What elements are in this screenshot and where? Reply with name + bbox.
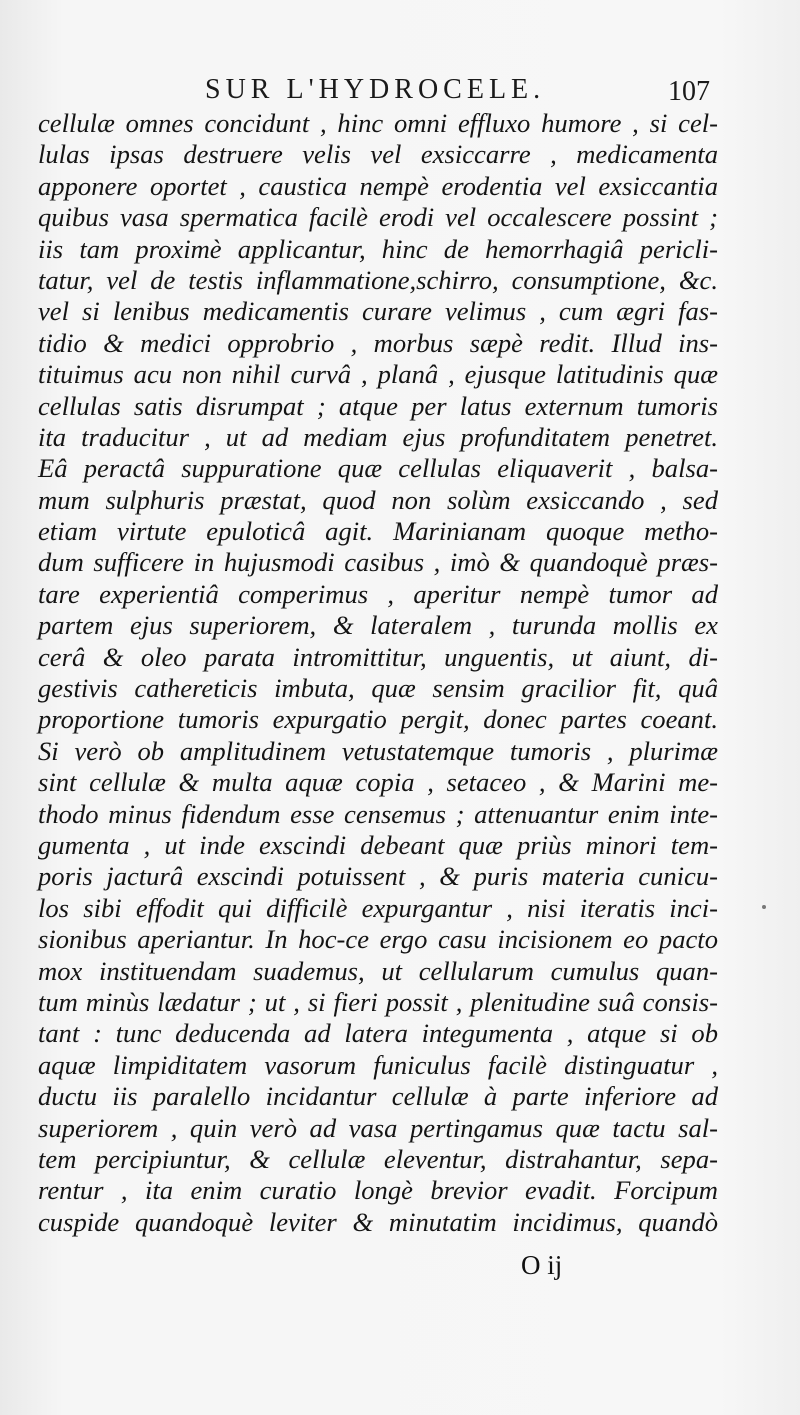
text-line: ita traducitur , ut ad mediam ejus profunditatem penetret. [38, 421, 718, 452]
body-text [38, 108, 718, 1238]
text-line: tem percipiuntur, & cellulæ eleventur, distrahantur, sepa- [38, 1143, 718, 1174]
text-line: aquæ limpiditatem vasorum funiculus facilè distinguatur , [38, 1049, 718, 1080]
text-line: los sibi effodit qui difficilè expurgantur , nisi iteratis inci- [38, 892, 718, 923]
margin-speck [762, 905, 766, 909]
text-line: vel si lenibus medicamentis curare velimus , cum ægri fas- [38, 296, 718, 327]
text-line: dum sufficere in hujusmodi casibus , imò & quandoquè præs- [38, 547, 718, 578]
running-head: SUR L'HYDROCELE. [205, 74, 546, 105]
text-line: gestivis cathereticis imbuta, quæ sensim gracilior fit, quâ [38, 673, 718, 704]
text-line: mox instituendam suademus, ut cellularum cumulus quan- [38, 955, 718, 986]
text-line: cerâ & oleo parata intromittitur, unguentis, ut aiunt, di- [38, 641, 718, 672]
text-line: cuspide quandoquè leviter & minutatim incidimus, quandò [38, 1206, 718, 1237]
text-line: tant : tunc deducenda ad latera integumenta , atque si ob [38, 1018, 718, 1049]
text-line: tatur, vel de testis inflammatione,schirro, consumptione, &c. [38, 264, 718, 295]
text-line: superiorem , quin verò ad vasa pertingamus quæ tactu sal- [38, 1112, 718, 1143]
text-line: tidio & medici opprobrio , morbus sæpè redit. Illud ins- [38, 327, 718, 358]
text-line: tum minùs lædatur ; ut , si fieri possit , plenitudine suâ consis- [38, 986, 718, 1017]
text-line: iis tam proximè applicantur, hinc de hemorrhagiâ pericli- [38, 233, 718, 264]
text-line: mum sulphuris præstat, quod non solùm exsiccando , sed [38, 484, 718, 515]
text-line: rentur , ita enim curatio longè brevior evadit. Forcipum [38, 1175, 718, 1206]
text-line: proportione tumoris expurgatio pergit, donec partes coeant. [38, 704, 718, 735]
text-line: quibus vasa spermatica facilè erodi vel occalescere possint ; [38, 202, 718, 233]
text-line: partem ejus superiorem, & lateralem , turunda mollis ex [38, 610, 718, 641]
text-line: sint cellulæ & multa aquæ copia , setaceo , & Marini me- [38, 767, 718, 798]
text-line: cellulæ omnes concidunt , hinc omni effluxo humore , si cel- [38, 108, 718, 138]
text-line: ductu iis paralello incidantur cellulæ à parte inferiore ad [38, 1081, 718, 1112]
text-line: tare experientiâ comperimus , aperitur nempè tumor ad [38, 578, 718, 609]
text-line: cellulas satis disrumpat ; atque per latus externum tumoris [38, 390, 718, 421]
text-line: etiam virtute epuloticâ agit. Marinianam quoque metho- [38, 516, 718, 547]
text-line: sionibus aperiantur. In hoc-ce ergo casu incisionem eo pacto [38, 924, 718, 955]
text-line: tituimus acu non nihil curvâ , planâ , ejusque latitudinis quæ [38, 359, 718, 390]
text-line: apponere oportet , caustica nempè erodentia vel exsiccantia [38, 170, 718, 201]
text-line: thodo minus fidendum esse censemus ; attenuantur enim inte- [38, 798, 718, 829]
signature-mark: O ij [521, 1250, 563, 1280]
page-number: 107 [668, 76, 710, 107]
text-line: lulas ipsas destruere velis vel exsiccarre , medicamenta [38, 139, 718, 170]
text-line: Eâ peractâ suppuratione quæ cellulas eliquaverit , balsa- [38, 453, 718, 484]
text-line: gumenta , ut inde exscindi debeant quæ priùs minori tem- [38, 829, 718, 860]
text-line: poris jacturâ exscindi potuissent , & puris materia cunicu- [38, 861, 718, 892]
text-line: Si verò ob amplitudinem vetustatemque tumoris , plurimæ [38, 735, 718, 766]
